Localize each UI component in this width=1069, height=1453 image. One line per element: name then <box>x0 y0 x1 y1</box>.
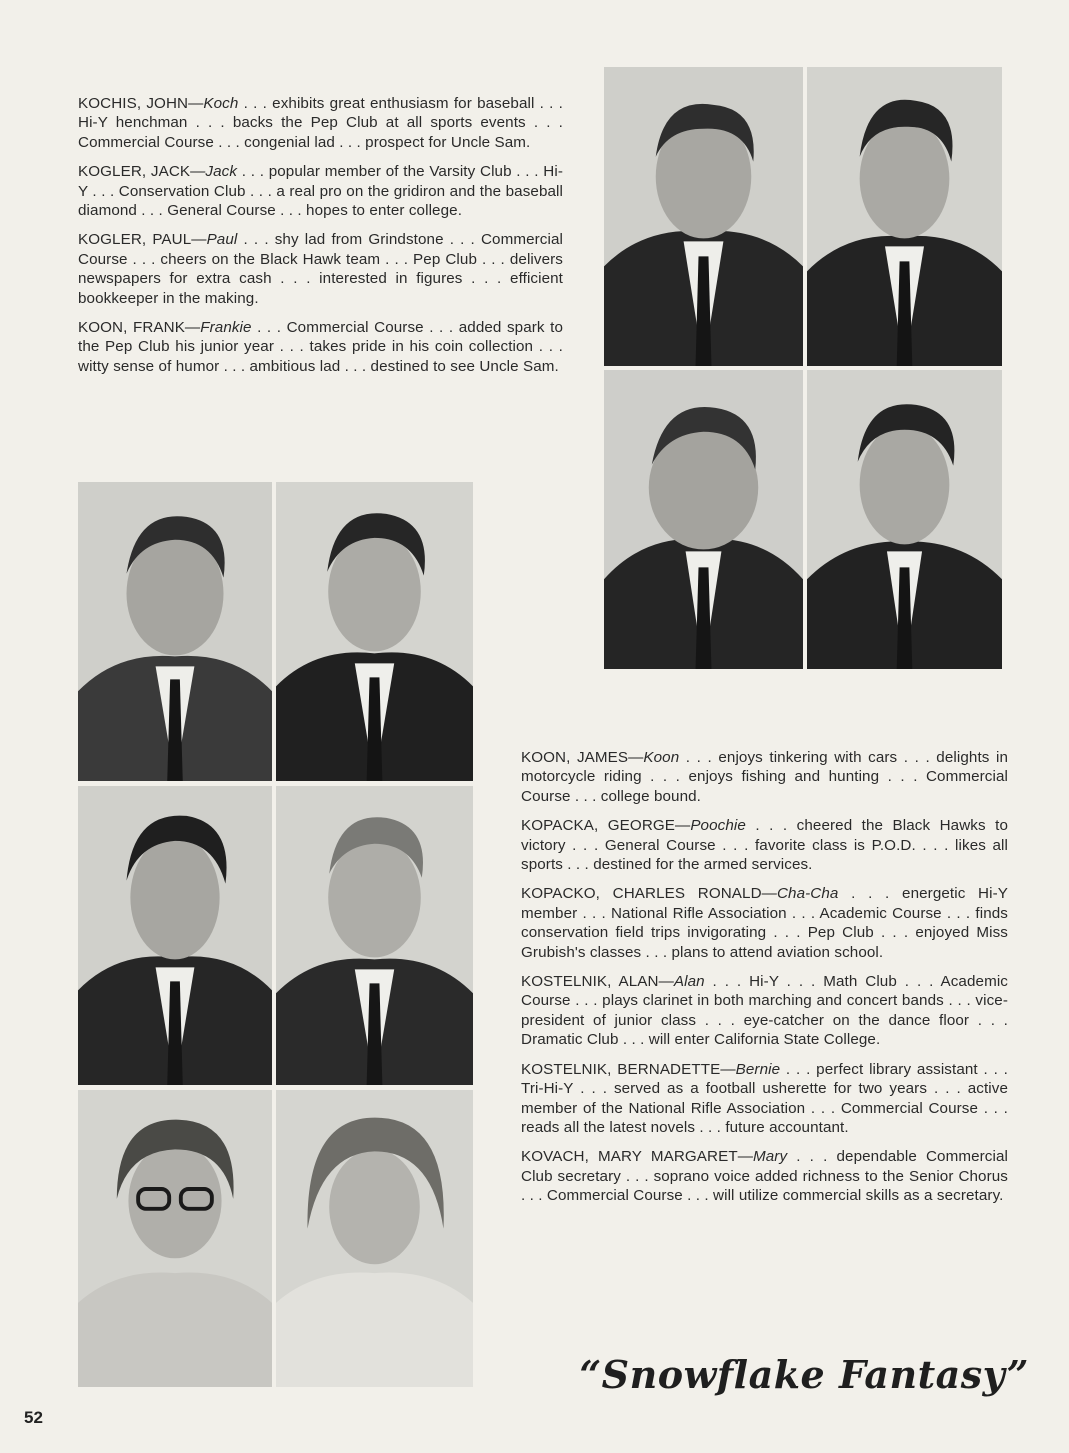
bio-name: KOSTELNIK, ALAN— <box>521 973 674 991</box>
portrait-photo <box>276 482 473 781</box>
bio-text: . . . enjoys tinkering with cars . . . delights in motorcycle riding . . . enjoys fishing and hunting . . . Commercial Course . . . college bound. <box>521 749 1009 805</box>
portrait-photo <box>604 370 803 669</box>
portrait-photo <box>78 482 272 781</box>
bio-name: KOON, FRANK— <box>78 319 201 337</box>
bio-nickname: Mary <box>753 1148 788 1166</box>
bio-text: . . . Commercial Course . . . added spark to the Pep Club his junior year . . . takes pride in his coin collection . . . witty sense of humor . . . ambitious lad . . . destined to see Uncle Sam. <box>78 319 563 375</box>
bio-nickname: Bernie <box>735 1060 781 1078</box>
bio-entry <box>78 230 563 308</box>
bio-text: . . . Hi-Y . . . Math Club . . . Academic Course . . . plays clarinet in both marching and concert bands . . . vice-president of junior class . . . eye-catcher on the dance floor . . . Dramatic Club . . . will enter California State College. <box>521 973 1008 1049</box>
bio-name: KOGLER, JACK— <box>78 163 206 181</box>
bio-text: . . . energetic Hi-Y member . . . National Rifle Association . . . Academic Course . . . finds conservation field trips invigorating . . . Pep Club . . . enjoyed Miss Grubish's classes . . . plans to attend aviation school. <box>521 885 1008 961</box>
bio-entry <box>78 318 563 376</box>
bio-entry <box>521 972 1008 1050</box>
bio-entry <box>521 748 1008 806</box>
portrait-photo <box>78 1090 272 1387</box>
bio-entry <box>521 1147 1008 1205</box>
bio-name: KOSTELNIK, BERNADETTE— <box>521 1060 736 1078</box>
bio-name: KOPACKO, CHARLES RONALD— <box>521 885 777 903</box>
bio-nickname: Koon <box>643 749 680 766</box>
portrait-photo <box>276 786 473 1085</box>
bio-nickname: Jack <box>205 163 238 181</box>
bio-nickname: Cha-Cha <box>776 885 839 903</box>
bio-text: . . . cheered the Black Hawks to victory . . . General Course . . . favorite class is P.O.D. . . . likes all sports . . . destined for the armed services. <box>521 817 1008 874</box>
bio-text: . . . popular member of the Varsity Club . . . Hi-Y . . . Conservation Club . . . a real pro on the gridiron and the baseball diamond . . . General Course . . . hopes to enter college. <box>78 163 563 220</box>
bio-nickname: Alan <box>673 973 705 991</box>
bio-entry <box>521 1060 1008 1138</box>
bio-nickname: Frankie <box>200 319 252 337</box>
bio-entry <box>78 94 563 152</box>
page-number: 52 <box>24 1408 43 1427</box>
portrait-photo <box>604 67 803 366</box>
bio-name: KOCHIS, JOHN— <box>78 95 204 112</box>
bio-list-top <box>78 94 563 386</box>
bio-entry <box>78 162 563 220</box>
bio-entry <box>521 884 1008 962</box>
bio-name: KOVACH, MARY MARGARET— <box>521 1148 753 1166</box>
bio-name: KOPACKA, GEORGE— <box>521 817 691 835</box>
portrait-photo <box>276 1090 473 1387</box>
page-tagline: “Snowflake Fantasy” <box>579 1352 1029 1397</box>
bio-text: . . . perfect library assistant . . . Tri-Hi-Y . . . served as a football usherette for two years . . . active member of the National Rifle Association . . . Commercial Course . . . reads all the latest novels . . . future accountant. <box>521 1060 1009 1136</box>
bio-text: . . . dependable Commercial Club secretary . . . soprano voice added richness to the Senior Chorus . . . Commercial Course . . . will utilize commercial skills as a secretary. <box>521 1148 1008 1205</box>
bio-text: . . . exhibits great enthusiasm for baseball . . . Hi-Y henchman . . . backs the Pep Club at all sports events . . . Commercial Course . . . congenial lad . . . prospect for Uncle Sam. <box>78 95 563 151</box>
bio-entry <box>521 816 1008 874</box>
bio-nickname: Koch <box>203 95 239 112</box>
bio-name: KOON, JAMES— <box>521 749 644 766</box>
portrait-photo <box>807 67 1002 366</box>
bio-list-bottom <box>521 748 1008 1216</box>
portrait-photo <box>78 786 272 1085</box>
bio-nickname: Paul <box>206 231 238 249</box>
bio-nickname: Poochie <box>690 817 746 835</box>
bio-text: . . . shy lad from Grindstone . . . Commercial Course . . . cheers on the Black Hawk team . . . Pep Club . . . delivers newspapers for extra cash . . . interested in figures . . . efficient bookkeeper in the making. <box>78 231 563 307</box>
portrait-photo <box>807 370 1002 669</box>
bio-name: KOGLER, PAUL— <box>78 231 207 249</box>
